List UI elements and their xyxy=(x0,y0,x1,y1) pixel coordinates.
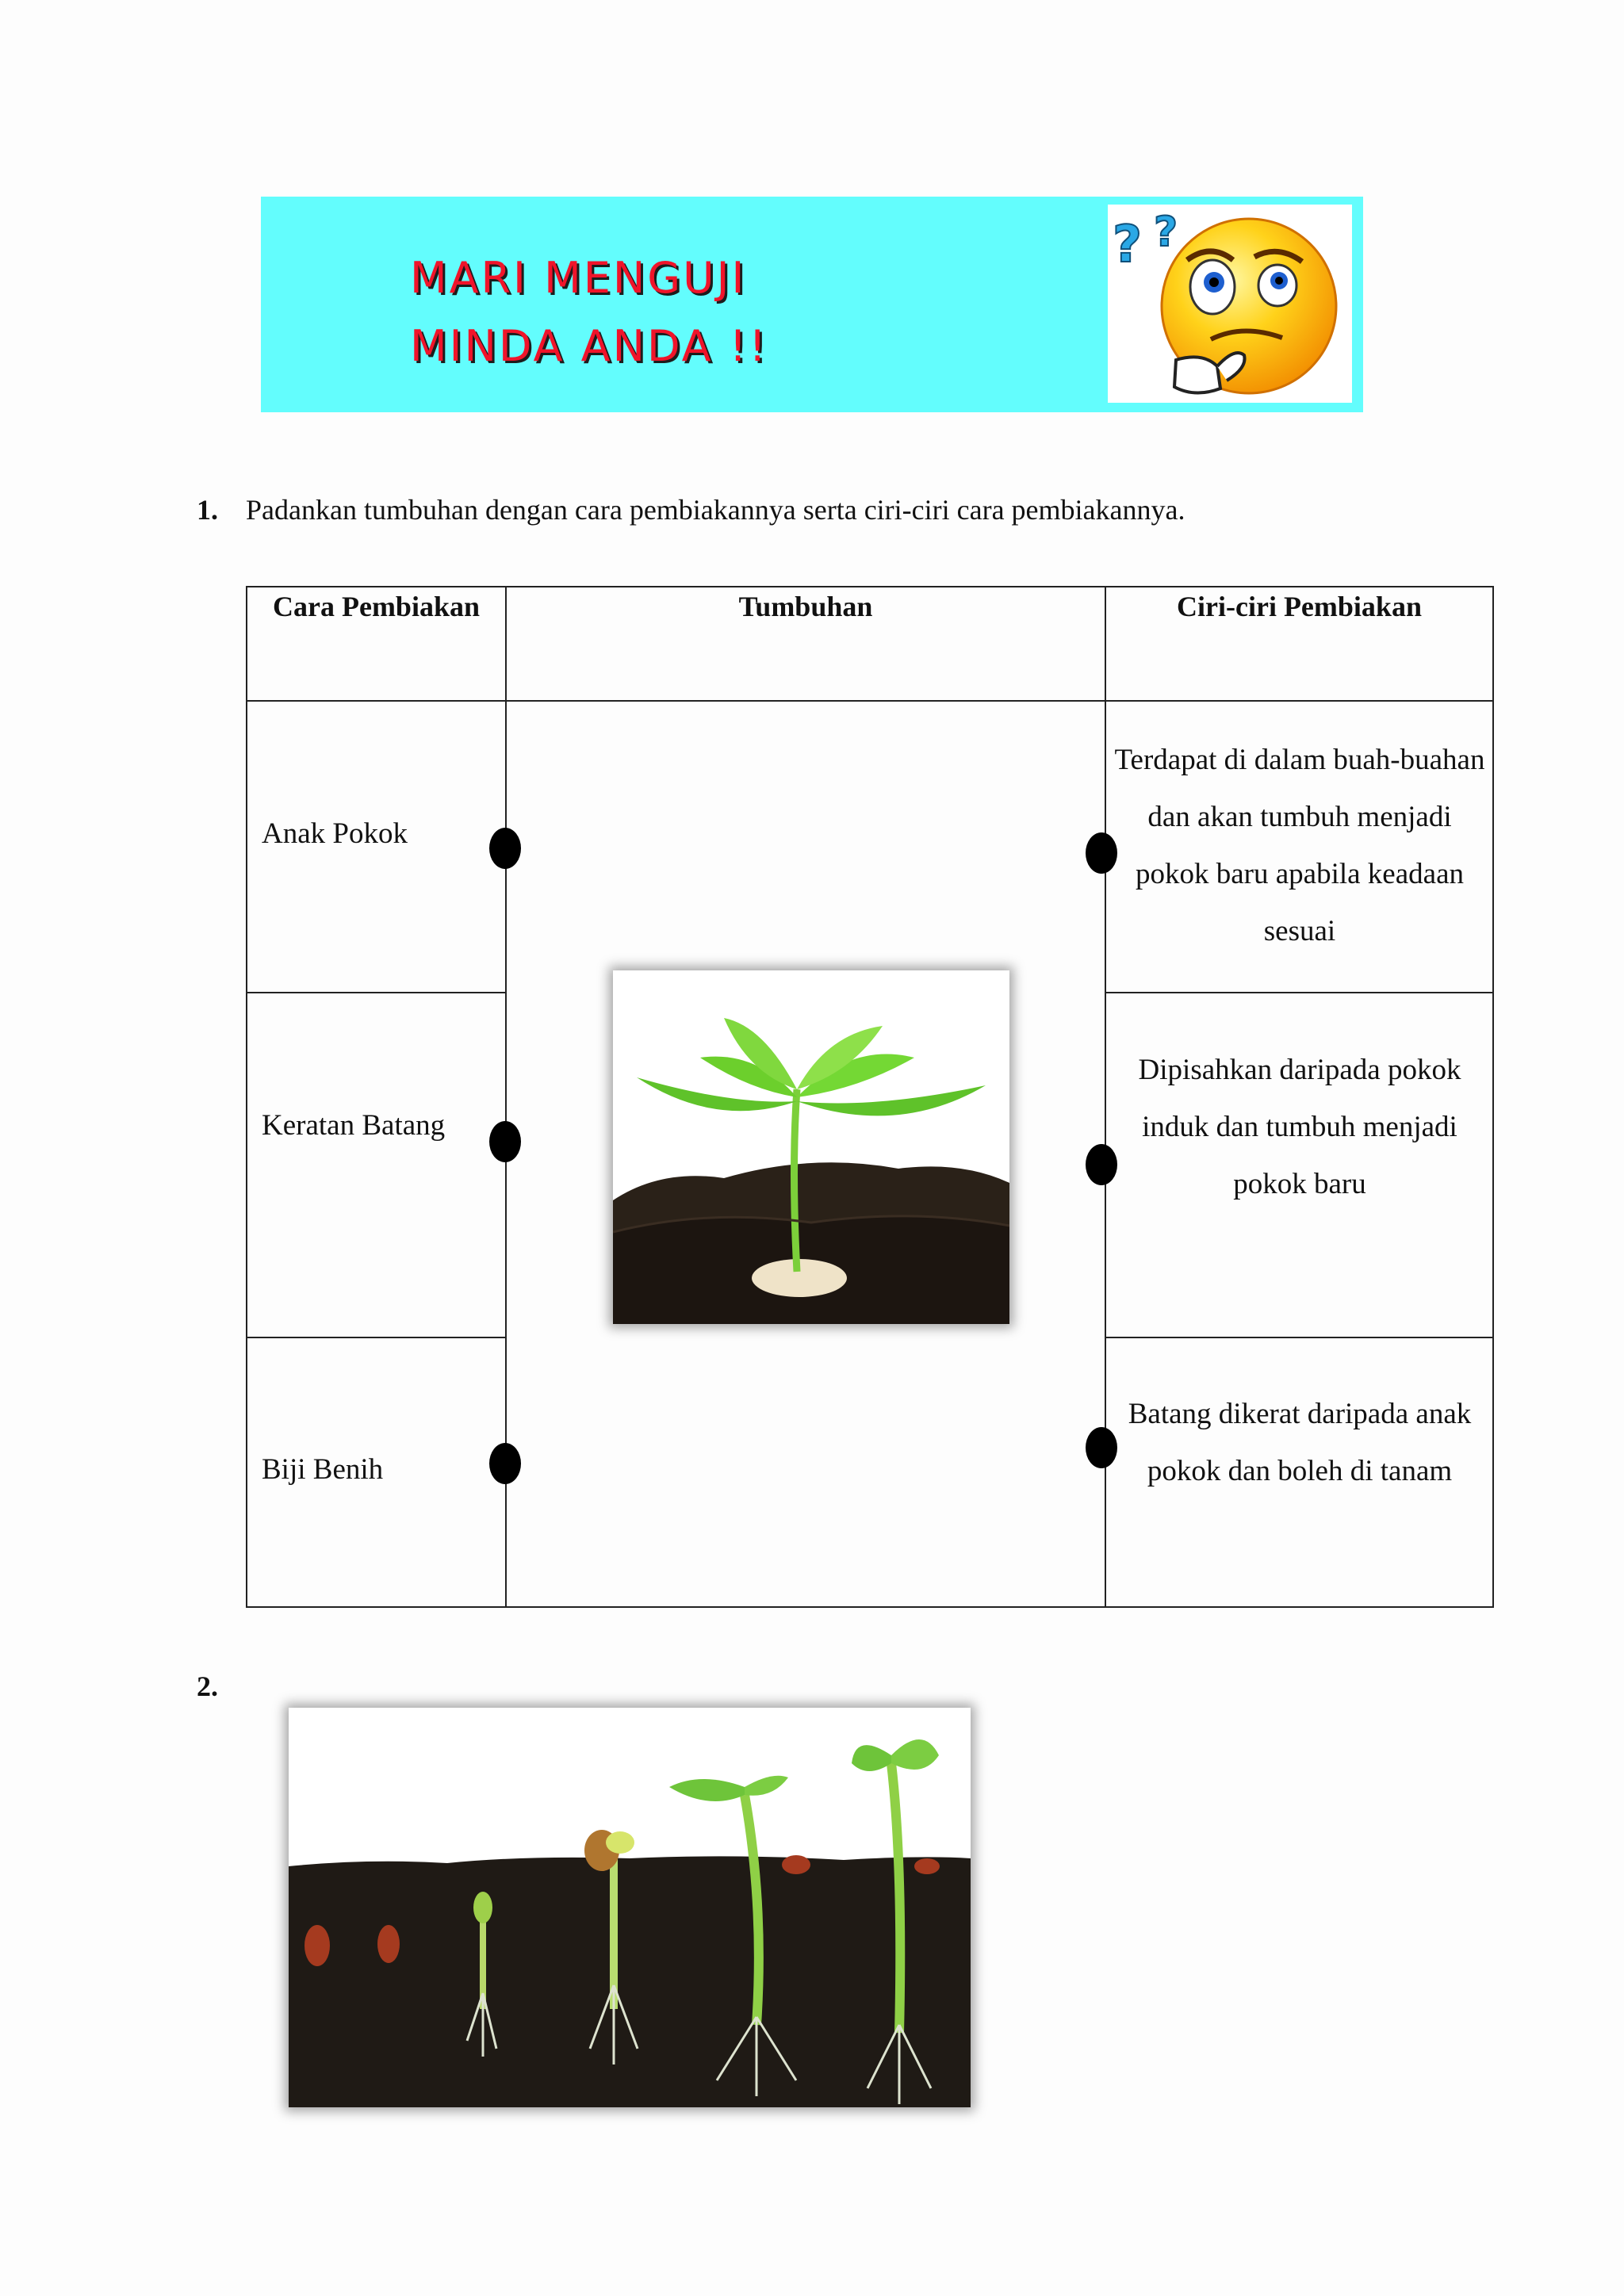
title-banner xyxy=(261,197,1363,412)
row-rule-right-2 xyxy=(1105,1337,1494,1338)
question-2-number: 2. xyxy=(197,1670,218,1702)
banner-title-line-1: MARI MENGUJI xyxy=(410,253,747,303)
thinking-face-icon xyxy=(1108,205,1352,403)
question-1-number: 1. xyxy=(197,494,218,526)
table-header-rule xyxy=(246,700,1494,702)
match-dot-left-3[interactable] xyxy=(489,1443,521,1484)
row-rule-left-1 xyxy=(246,992,506,993)
match-dot-right-1[interactable] xyxy=(1086,832,1117,874)
germination-stages-photo xyxy=(289,1708,971,2107)
svg-text:?: ? xyxy=(1154,209,1178,256)
banner-title-line-2: MINDA ANDA !! xyxy=(410,321,769,371)
table-border-bottom xyxy=(246,1606,1494,1608)
row-rule-left-2 xyxy=(246,1337,506,1338)
feature-text-2: Dipisahkan daripada pokok induk dan tumbuh menjadi pokok baru xyxy=(1138,1054,1461,1200)
question-1-text: Padankan tumbuhan dengan cara pembiakannya serta ciri-ciri cara pembiakannya. xyxy=(246,494,1185,526)
header-ciri-ciri: Ciri-ciri Pembiakan xyxy=(1177,591,1422,622)
row-rule-right-1 xyxy=(1105,992,1494,993)
method-keratan-batang: Keratan Batang xyxy=(262,1109,446,1142)
banner-title xyxy=(410,244,768,381)
svg-text:?: ? xyxy=(1113,216,1143,274)
match-dot-left-2[interactable] xyxy=(489,1121,521,1162)
header-cara-pembiakan: Cara Pembiakan xyxy=(273,591,480,622)
table-border-left xyxy=(246,586,247,1608)
method-anak-pokok: Anak Pokok xyxy=(262,817,408,850)
seedling-photo xyxy=(613,970,1009,1324)
match-dot-right-3[interactable] xyxy=(1086,1427,1117,1468)
table-border-right xyxy=(1492,586,1494,1608)
match-dot-right-2[interactable] xyxy=(1086,1144,1117,1185)
header-tumbuhan: Tumbuhan xyxy=(738,591,873,622)
feature-text-1: Terdapat di dalam buah-buahan dan akan tumbuh menjadi pokok baru apabila keadaan sesuai xyxy=(1114,744,1485,947)
method-biji-benih: Biji Benih xyxy=(262,1453,384,1486)
feature-text-3: Batang dikerat daripada anak pokok dan boleh di tanam xyxy=(1128,1398,1472,1487)
match-dot-left-1[interactable] xyxy=(489,828,521,869)
